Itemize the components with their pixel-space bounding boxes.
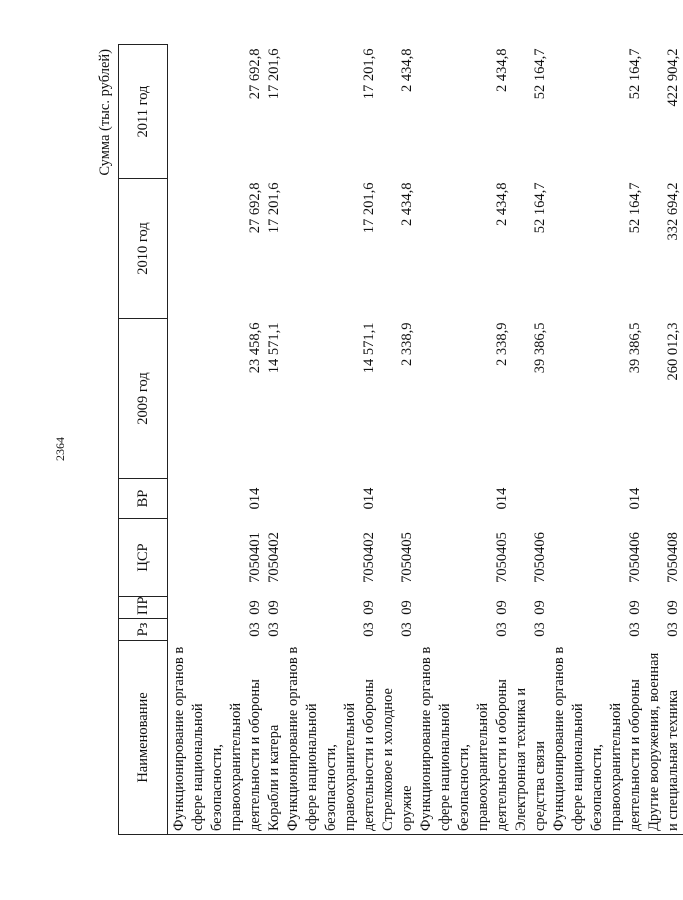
row-2011: 422 904,2 bbox=[665, 48, 681, 107]
row-2010: 332 694,2 bbox=[665, 182, 681, 241]
row-rz: 03 bbox=[399, 622, 415, 637]
row-rz: 03 bbox=[247, 622, 263, 637]
row-vr bbox=[265, 479, 284, 519]
row-csr: 7050405 bbox=[399, 532, 415, 583]
budget-table bbox=[118, 44, 683, 835]
row-name: Электронная техника и средства связи bbox=[512, 641, 550, 835]
row-2010: 2 434,8 bbox=[494, 182, 510, 226]
col-header-rz: Рз bbox=[119, 619, 168, 641]
table-row bbox=[379, 45, 417, 835]
row-2011: 2 434,8 bbox=[494, 48, 510, 92]
row-rz: 03 bbox=[665, 622, 681, 637]
row-2011: 2 434,8 bbox=[399, 48, 415, 92]
row-pr: 09 bbox=[266, 600, 282, 615]
row-name: Функционирование органов в сфере национальной безопасности, правоохранительной деятельности и обороны bbox=[284, 641, 379, 835]
row-pr: 09 bbox=[532, 600, 548, 615]
row-2009: 14 571,1 bbox=[361, 322, 377, 374]
row-csr: 7050405 bbox=[494, 532, 510, 583]
row-2009: 14 571,1 bbox=[266, 322, 282, 374]
row-name: Другие вооружения, военная и специальная техника bbox=[645, 641, 683, 835]
row-2009: 39 386,5 bbox=[532, 322, 548, 374]
row-2011: 52 164,7 bbox=[532, 48, 548, 100]
col-header-2011: 2011 год bbox=[119, 45, 168, 179]
row-vr: 014 bbox=[361, 487, 377, 510]
table-row bbox=[284, 45, 379, 835]
row-pr: 09 bbox=[361, 600, 377, 615]
rotated-table-block bbox=[92, 45, 681, 835]
row-2010: 17 201,6 bbox=[361, 182, 377, 234]
row-2010: 52 164,7 bbox=[532, 182, 548, 234]
row-pr: 09 bbox=[247, 600, 263, 615]
row-vr bbox=[645, 479, 683, 519]
row-2009: 2 338,9 bbox=[494, 322, 510, 366]
col-header-pr: ПР bbox=[119, 597, 168, 619]
col-header-2009: 2009 год bbox=[119, 319, 168, 479]
header-row bbox=[119, 45, 168, 835]
row-name: Функционирование органов в сфере национальной безопасности, правоохранительной деятельности и обороны bbox=[168, 641, 266, 835]
row-2011: 17 201,6 bbox=[266, 48, 282, 100]
row-name: Корабли и катера bbox=[265, 641, 284, 835]
row-vr: 014 bbox=[494, 487, 510, 510]
col-header-csr: ЦСР bbox=[119, 519, 168, 597]
row-name: Функционирование органов в сфере национальной безопасности, правоохранительной деятельности и обороны bbox=[417, 641, 512, 835]
row-2009: 39 386,5 bbox=[627, 322, 643, 374]
row-csr: 7050401 bbox=[247, 532, 263, 583]
row-pr: 09 bbox=[627, 600, 643, 615]
row-2010: 2 434,8 bbox=[399, 182, 415, 226]
row-pr: 09 bbox=[494, 600, 510, 615]
row-rz: 03 bbox=[532, 622, 548, 637]
row-rz: 03 bbox=[627, 622, 643, 637]
col-header-vr: ВР bbox=[119, 479, 168, 519]
col-header-2010: 2010 год bbox=[119, 179, 168, 319]
row-csr: 7050402 bbox=[266, 532, 282, 583]
table-row bbox=[417, 45, 512, 835]
table-row bbox=[265, 45, 284, 835]
table-row bbox=[550, 45, 645, 835]
row-vr bbox=[512, 479, 550, 519]
table-row bbox=[645, 45, 683, 835]
row-csr: 7050406 bbox=[627, 532, 643, 583]
row-rz: 03 bbox=[361, 622, 377, 637]
row-2010: 52 164,7 bbox=[627, 182, 643, 234]
row-2009: 23 458,6 bbox=[247, 322, 263, 374]
row-2009: 260 012,3 bbox=[665, 322, 681, 381]
table-row bbox=[512, 45, 550, 835]
row-pr: 09 bbox=[665, 600, 681, 615]
row-name: Функционирование органов в сфере национальной безопасности, правоохранительной деятельности и обороны bbox=[550, 641, 645, 835]
unit-note: Сумма (тыс. рублей) bbox=[97, 49, 113, 176]
row-2011: 52 164,7 bbox=[627, 48, 643, 100]
row-2010: 27 692,8 bbox=[247, 182, 263, 234]
col-header-name: Наименование bbox=[119, 641, 168, 835]
row-rz: 03 bbox=[494, 622, 510, 637]
row-2011: 17 201,6 bbox=[361, 48, 377, 100]
row-name: Стрелковое и холодное оружие bbox=[379, 641, 417, 835]
row-vr: 014 bbox=[627, 487, 643, 510]
row-2010: 17 201,6 bbox=[266, 182, 282, 234]
row-2011: 27 692,8 bbox=[247, 48, 263, 100]
row-vr: 014 bbox=[247, 487, 263, 510]
row-2009: 2 338,9 bbox=[399, 322, 415, 366]
row-rz: 03 bbox=[266, 622, 282, 637]
table-row bbox=[168, 45, 266, 835]
row-pr: 09 bbox=[399, 600, 415, 615]
row-csr: 7050402 bbox=[361, 532, 377, 583]
row-csr: 7050406 bbox=[532, 532, 548, 583]
row-vr bbox=[379, 479, 417, 519]
page-number: 2364 bbox=[53, 437, 67, 461]
row-csr: 7050408 bbox=[665, 532, 681, 583]
